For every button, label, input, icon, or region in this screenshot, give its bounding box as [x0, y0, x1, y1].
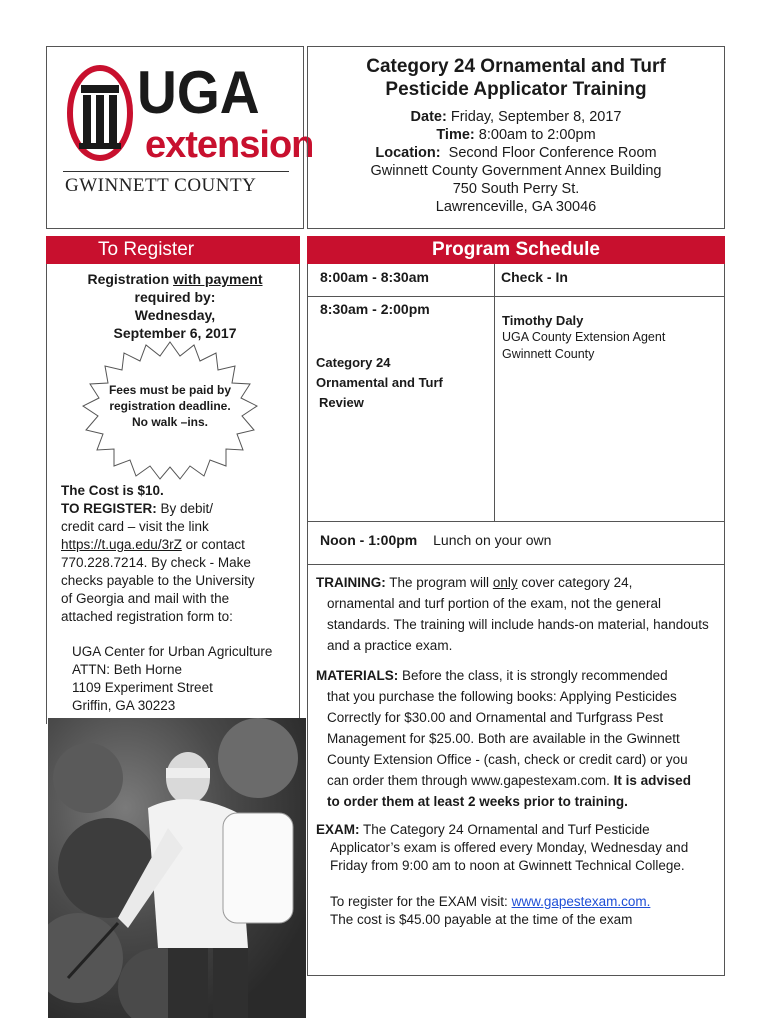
event-address-3: Lawrenceville, GA 30046	[435, 199, 597, 215]
event-title-line2: Pesticide Applicator Training	[385, 79, 647, 100]
training-info: TRAINING: The program will only cover category 24, ornamental and turf portion of the exam, not the general standards. The training will include hands-on material, handouts and a practice exam.	[316, 575, 709, 653]
row3: Noon - 1:00pm Lunch on your own	[320, 532, 552, 548]
event-address-1: Gwinnett County Government Annex Building	[370, 163, 662, 179]
event-address-2: 750 South Perry St.	[452, 181, 580, 197]
event-date: Date: Friday, September 8, 2017	[410, 109, 622, 125]
schedule-heading: Program Schedule	[307, 236, 725, 264]
logo-divider	[63, 171, 289, 172]
schedule-col-divider	[494, 264, 495, 521]
logo-box	[46, 46, 314, 229]
fees-note: Fees must be paid by registration deadline. No walk –ins.	[108, 383, 232, 429]
event-location: Location: Second Floor Conference Room	[375, 145, 657, 161]
applicator-photo	[48, 718, 306, 1018]
mailing-address: UGA Center for Urban Agriculture ATTN: Beth Horne 1109 Experiment Street Griffin, GA 30223	[72, 644, 273, 713]
row2-topic: Category 24 Ornamental and Turf Review	[316, 355, 443, 410]
registration-deadline: Registration with payment required by: Wednesday, September 6, 2017	[87, 271, 263, 341]
row2-time: 8:30am - 2:00pm	[320, 301, 430, 317]
materials-info: MATERIALS: Before the class, it is strongly recommended that you purchase the following books: Applying Pesticides Correctly for $30.00 and Ornamental and Turfgrass Pest Management for $25.00. Both are available in the Gwinnett County Extension Office - (cash, check or credit card) or you can order them through www.gapestexam.com. It is advised to order them at least 2 weeks prior to training.	[316, 668, 691, 809]
uga-arch-logo-icon	[67, 65, 133, 161]
register-heading: To Register	[46, 236, 300, 264]
schedule-row-divider	[307, 296, 725, 297]
exam-registration: To register for the EXAM visit: www.gapestexam.com. The cost is $45.00 payable at the time of the exam	[330, 894, 651, 927]
registration-link[interactable]: https://t.uga.edu/3rZ	[61, 537, 182, 552]
schedule-row-divider	[307, 564, 725, 565]
speaker-info: Timothy Daly UGA County Extension Agent Gwinnett County	[502, 313, 666, 361]
registration-instructions: The Cost is $10. TO REGISTER: By debit/ credit card – visit the link https://t.uga.edu/3rZ or contact 770.228.7214. By check - Make checks payable to the University of Georgia and mail with the attached registration form to:	[61, 483, 255, 624]
row1-time: 8:00am - 8:30am	[320, 269, 429, 285]
logo-sub: extension	[145, 124, 314, 166]
schedule-row-divider	[307, 521, 725, 522]
exam-link[interactable]: www.gapestexam.com.	[511, 894, 651, 909]
exam-info: EXAM: The Category 24 Ornamental and Turf Pesticide Applicator’s exam is offered every Monday, Wednesday and Friday from 9:00 am to noon at Gwinnett Technical College.	[316, 822, 689, 873]
event-time: Time: 8:00am to 2:00pm	[436, 127, 596, 143]
applicator-illustration-icon	[48, 718, 306, 1018]
logo-brand: UGA	[137, 59, 260, 126]
row1-item: Check - In	[501, 269, 568, 285]
event-title-line1: Category 24 Ornamental and Turf	[366, 56, 666, 77]
logo-county: GWINNETT COUNTY	[65, 175, 257, 196]
event-header	[307, 46, 725, 229]
